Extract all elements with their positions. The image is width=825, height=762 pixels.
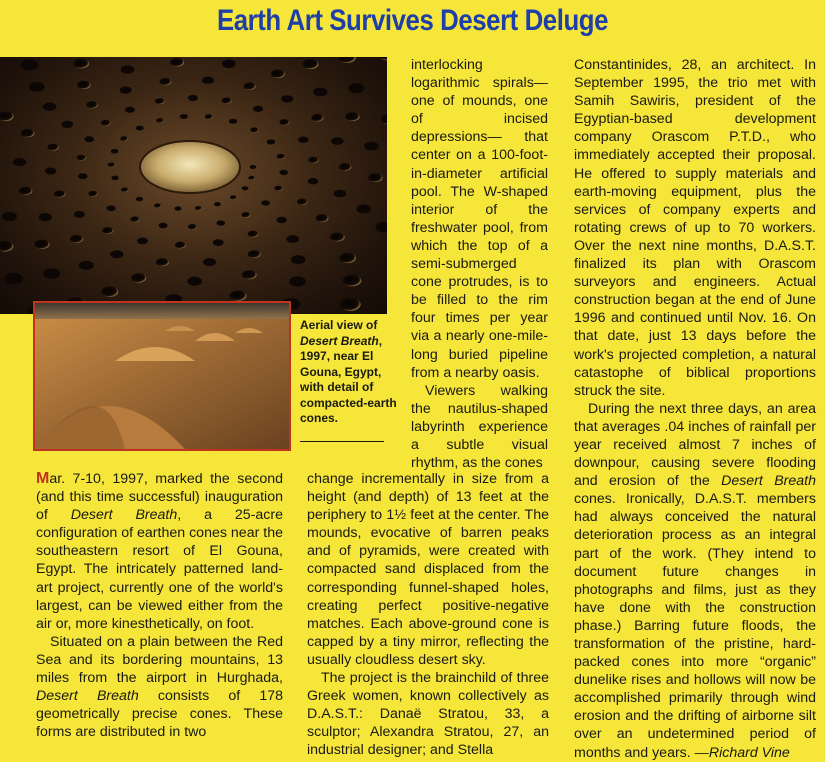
- cone-mark: [170, 58, 184, 67]
- drop-cap: M: [36, 470, 50, 487]
- column-2-bottom: [307, 470, 549, 760]
- paragraph: change incrementally in size from a height (and depth) of 13 feet at the periphery to 1½ feet at the center. The mounds, evocative of barren peaks and of pyramids, were created with compacted sand displaced from the corresponding funnel-shaped holes, creating perfect positive-negative matches. Each above-ground cone is capped by a tiny mirror, reflecting the usually cloudless desert sky.: [307, 471, 549, 668]
- cone-mark: [188, 95, 198, 101]
- cone-mark: [368, 173, 382, 182]
- cone-mark: [203, 258, 216, 266]
- cone-mark: [45, 168, 56, 175]
- paragraph: During the next three days, an area that averages .04 inches of rainfall per year received almost 7 inches of downpour, causing severe flooding and erosion of the Desert Breath cones. Ironically, D.A.S.T. members had always conceived the natural deterioration process as an integral part of the work. (They intend to document future changes in photographs and films, just as they have done with the construction phase.) Barring future floods, the transformation of the pristine, hard-packed cones into more “organic” dunelike rises and hollows will now be accomplished primarily through wind erosion and the drifting of airborne silt over an undetermined period of months and years. —Richard Vine: [574, 400, 816, 761]
- cone-mark: [261, 200, 270, 205]
- cone-mark: [88, 191, 97, 197]
- cone-mark: [121, 187, 128, 192]
- spiral-cones-graphic: [0, 57, 387, 314]
- cone-mark: [267, 139, 275, 144]
- cone-mark: [13, 158, 26, 166]
- cone-mark: [281, 95, 293, 102]
- paragraph: Constantinides, 28, an architect. In September 1995, the trio met with Samih Sawiris, president of the Egyptian-based development company Orascom P.T.D., who immediately accepted their proposal. He offered to supply materials and earth-moving equipment, plus the services of company experts and rotating crews of up to 70 workers. Over the next nine months, D.A.S.T. finalized its plan with Orascom surveyors and engineers. Actual construction began at the end of June 1996 and continued until Nov. 16. On that date, just 13 days before the work's projected completion, a natural catastophe of biblical proportions struck the site.: [574, 57, 816, 399]
- cone-mark: [216, 220, 225, 225]
- cone-mark: [274, 186, 283, 191]
- byline: —Richard Vine: [690, 744, 790, 761]
- cone-mark: [43, 268, 60, 278]
- cone-mark: [159, 223, 168, 229]
- cone-mark: [311, 114, 323, 122]
- cone-mark: [101, 120, 111, 126]
- cone-mark: [102, 227, 113, 234]
- cone-mark: [195, 206, 202, 210]
- photo-caption: Aerial view of Desert Breath, 1997, near El Gouna, Egypt, with detail of compacted-earth cones.: [300, 318, 397, 425]
- cone-mark: [303, 59, 319, 69]
- cone-mark: [291, 255, 306, 264]
- cone-mark: [111, 176, 118, 181]
- cone-mark: [120, 136, 128, 141]
- cone-mark: [316, 214, 329, 222]
- cone-mark: [242, 186, 249, 190]
- cone-mark: [248, 250, 261, 258]
- cone-mark: [298, 137, 308, 143]
- paragraph: Mar. 7-10, 1997, marked the second (and this time successful) inauguration of Desert Breath, a 25-acre configuration of earthen cones near the southeastern resort of El Gouna, Egypt. The intricately patterned land-art project, currently one of the world's largest, can be viewed either from the air or, more kinesthetically, on foot.: [36, 470, 283, 632]
- cone-mark: [248, 176, 255, 180]
- cone-mark: [19, 187, 32, 195]
- cone-mark: [343, 275, 362, 286]
- cone-mark: [111, 149, 119, 154]
- cone-mark: [74, 59, 90, 69]
- aerial-photo: [0, 57, 387, 314]
- cone-mark: [331, 137, 343, 145]
- cone-mark: [29, 82, 45, 92]
- cone-mark: [125, 107, 135, 113]
- cone-mark: [242, 212, 251, 217]
- column-2-top: [411, 56, 548, 472]
- cone-mark: [156, 258, 169, 266]
- cone-mark: [77, 155, 87, 161]
- cone-mark: [21, 129, 35, 137]
- cone-mark: [276, 217, 287, 224]
- cone-mark: [2, 212, 17, 221]
- cone-mark: [244, 82, 256, 89]
- cone-mark: [101, 287, 118, 297]
- cone-mark: [106, 206, 115, 212]
- paragraph: interlocking logarithmic spirals—one of mounds, one of incised depressions— that center on a 100-foot-in-diameter artificial pool. The W-shaped interior of the freshwater pool, from which the top of a semi-submerged cone protrudes, is to be filled to the rim four times per year via a nearly one-mile-long buried pipeline from a nearby oasis.: [411, 57, 548, 381]
- cone-mark: [160, 78, 172, 85]
- cone-mark: [229, 119, 237, 124]
- cone-mark: [334, 190, 347, 198]
- cone-mark: [137, 238, 148, 245]
- cone-mark: [213, 239, 224, 246]
- cone-mark: [62, 121, 74, 128]
- cone-mark: [297, 199, 308, 206]
- cone-mark: [253, 106, 263, 112]
- cone-mark: [364, 142, 378, 151]
- cone-mark: [21, 60, 39, 71]
- cone-mark: [175, 242, 186, 249]
- cone-mark: [74, 211, 85, 218]
- cone-mark: [47, 144, 59, 151]
- cone-mark: [345, 112, 359, 121]
- cone-mark: [188, 224, 197, 230]
- cone-mark: [289, 276, 306, 286]
- cone-mark: [121, 65, 135, 73]
- column-3: [574, 56, 816, 762]
- cone-mark: [340, 298, 361, 311]
- cone-mark: [4, 273, 23, 285]
- cones-detail-photo: [33, 301, 291, 451]
- cone-mark: [180, 114, 188, 119]
- cone-mark: [271, 70, 285, 79]
- cone-mark: [308, 157, 318, 163]
- cone-mark: [279, 170, 288, 175]
- cone-mark: [248, 231, 259, 238]
- cone-mark: [110, 250, 123, 258]
- cone-mark: [34, 240, 49, 249]
- cone-mark: [222, 98, 232, 104]
- cone-mark: [39, 213, 52, 221]
- paragraph: The project is the brainchild of three Greek women, known collectively as D.A.S.T.: Danaë Stratou, 33, a sculptor; Alexandra Stratou, 27, an industrial designer; and Stella: [307, 670, 549, 759]
- cone-mark: [357, 204, 372, 213]
- cone-mark: [154, 203, 161, 207]
- cone-mark: [131, 273, 146, 282]
- cone-mark: [108, 163, 116, 168]
- cone-mark: [339, 163, 351, 171]
- cone-mark: [339, 253, 356, 263]
- caption-rule: [300, 441, 384, 442]
- cone-mark: [230, 195, 237, 199]
- cone-mark: [136, 126, 144, 131]
- cone-mark: [230, 291, 247, 301]
- cone-mark: [313, 88, 327, 97]
- cone-mark: [70, 235, 83, 243]
- cone-mark: [187, 277, 202, 286]
- cone-mark: [250, 165, 257, 169]
- paragraph: Situated on a plain between the Red Sea and its bordering mountains, 13 miles from the airport in Hurghada, Desert Breath consists of 178 geometrically precise cones. These forms are distributed in two: [36, 633, 283, 741]
- cone-mark: [155, 98, 165, 104]
- cone-mark: [277, 154, 285, 159]
- cone-mark: [84, 136, 94, 142]
- column-1: [36, 470, 283, 741]
- cone-mark: [205, 114, 213, 119]
- cone-mark: [214, 202, 221, 206]
- cone-mark: [286, 235, 299, 243]
- cone-mark: [136, 197, 143, 201]
- cone-mark: [78, 173, 87, 179]
- cone-mark: [202, 77, 214, 84]
- cone-mark: [330, 233, 345, 242]
- headline: Earth Art Survives Desert Deluge: [216, 4, 609, 37]
- cone-mark: [156, 118, 164, 123]
- cone-mark: [308, 178, 319, 184]
- cone-mark: [250, 127, 258, 132]
- cone-mark: [79, 261, 94, 270]
- cone-mark: [242, 270, 257, 279]
- paragraph: Viewers walking the nautilus-shaped labyrinth experience a subtle visual rhythm, as the cones: [411, 382, 548, 472]
- cone-mark: [120, 87, 132, 94]
- cone-mark: [54, 191, 65, 198]
- cone-mark: [222, 59, 236, 68]
- cone-mark: [279, 119, 289, 125]
- cone-mark: [43, 103, 57, 111]
- cone-mark: [348, 83, 364, 93]
- cone-mark: [175, 206, 182, 210]
- cone-mark: [131, 216, 140, 222]
- cone-mark: [86, 101, 98, 108]
- cone-mark: [77, 81, 91, 89]
